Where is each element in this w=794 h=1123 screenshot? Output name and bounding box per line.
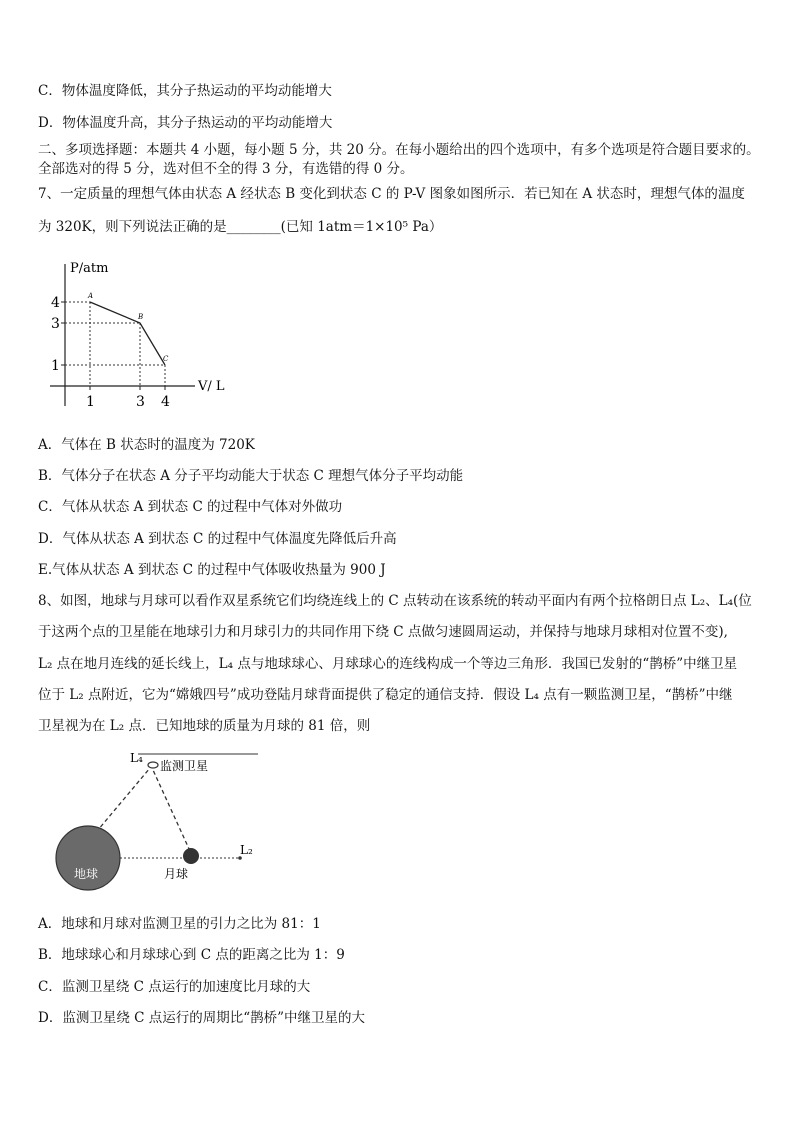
satellite-label: 监测卫星: [160, 759, 209, 773]
q8-option-c: C．监测卫星绕 C 点运行的加速度比月球的大: [38, 979, 311, 995]
section2-instruction-1: 二、多项选择题：本题共 4 小题，每小题 5 分，共 20 分。在每小题给出的四个选项中，有多个选项是符合题目要求的。: [38, 142, 760, 158]
moon-l4-line: [153, 770, 190, 851]
y-tick-label: 3: [51, 316, 60, 332]
q7-option-d: D．气体从状态 A 到状态 C 的过程中气体温度先降低后升高: [38, 531, 397, 547]
q8-stem-5: 卫星视为在 L₂ 点．已知地球的质量为月球的 81 倍，则: [38, 718, 371, 734]
q8-stem-1: 8、如图，地球与月球可以看作双星系统它们均绕连线上的 C 点转动在该系统的转动平面内有两个拉格朗日点 L₂、L₄(位: [38, 593, 752, 609]
y-axis-label: P/atm: [70, 261, 109, 276]
q8-stem-3: L₂ 点在地月连线的延长线上，L₄ 点与地球球心、月球球心的连线构成一个等边三角形．我国已发射的“鹊桥”中继卫星: [38, 656, 738, 672]
x-tick-label: 3: [136, 394, 145, 410]
earth-label: 地球: [74, 867, 99, 881]
moon-label: 月球: [164, 867, 189, 881]
l2-label: L₂: [240, 843, 253, 857]
q7-option-c: C．气体从状态 A 到状态 C 的过程中气体对外做功: [38, 499, 343, 515]
process-line: [90, 302, 165, 365]
q7-option-a: A．气体在 B 状态时的温度为 720K: [38, 437, 255, 453]
q7-stem-2: 为 320K，则下列说法正确的是________(已知 1atm＝1×10⁵ Pa）: [38, 219, 443, 235]
y-tick-label: 4: [51, 295, 60, 311]
point-label-C: C: [163, 355, 169, 363]
section2-instruction-2: 全部选对的得 5 分，选对但不全的得 3 分，有选错的得 0 分。: [38, 161, 414, 177]
point-label-B: B: [138, 313, 144, 321]
x-tick-label: 1: [86, 394, 95, 410]
orbit-figure: [50, 748, 270, 898]
q8-option-a: A．地球和月球对监测卫星的引力之比为 81：1: [38, 916, 321, 932]
x-axis-label: V/ L: [198, 379, 225, 394]
y-tick-label: 1: [51, 358, 60, 374]
satellite-icon: [148, 762, 158, 768]
l4-label: L₄: [130, 751, 143, 765]
q7-option-e: E.气体从状态 A 到状态 C 的过程中气体吸收热量为 900 J: [38, 562, 386, 578]
q8-stem-4: 位于 L₂ 点附近，它为“嫦娥四号”成功登陆月球背面提供了稳定的通信支持．假设 L₄ 点有一颗监测卫星，“鹊桥”中继: [38, 687, 733, 703]
q8-option-d: D．监测卫星绕 C 点运行的周期比“鹊桥”中继卫星的大: [38, 1010, 366, 1026]
q8-option-b: B．地球球心和月球球心到 C 点的距离之比为 1：9: [38, 947, 345, 963]
q6-option-c: C．物体温度降低，其分子热运动的平均动能增大: [38, 83, 332, 99]
moon-icon: [183, 848, 199, 864]
q6-option-d: D．物体温度升高，其分子热运动的平均动能增大: [38, 115, 333, 131]
q7-option-b: B．气体分子在状态 A 分子平均动能大于状态 C 理想气体分子平均动能: [38, 468, 464, 484]
x-tick-label: 4: [161, 394, 170, 410]
pv-chart: [40, 256, 240, 416]
point-label-A: A: [88, 292, 94, 300]
q8-stem-2: 于这两个点的卫星能在地球引力和月球引力的共同作用下绕 C 点做匀速圆周运动，并保持与地球月球相对位置不变),: [38, 624, 728, 640]
q7-stem-1: 7、一定质量的理想气体由状态 A 经状态 B 变化到状态 C 的 P-V 图象如图所示．若已知在 A 状态时，理想气体的温度: [38, 186, 745, 202]
